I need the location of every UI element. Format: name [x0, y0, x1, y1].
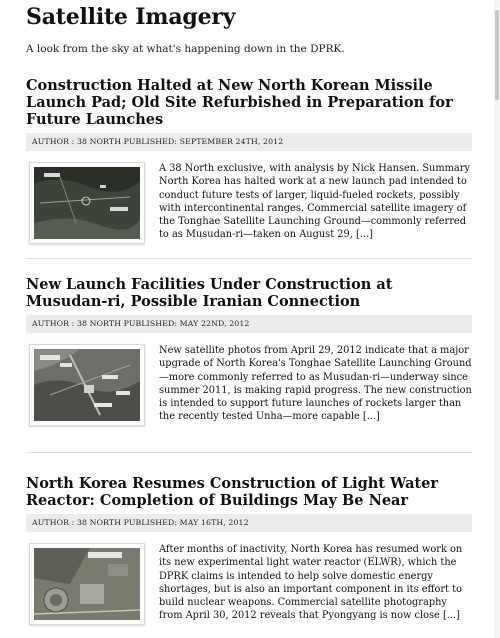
post-title-link[interactable]: New Launch Facilities Under Construction at Musudan-ri, Possible Iranian Connection — [26, 276, 393, 310]
page-title: Satellite Imagery — [26, 4, 236, 30]
post-thumbnail[interactable] — [29, 162, 145, 244]
post-divider — [26, 452, 472, 453]
satellite-photo-icon — [30, 163, 144, 243]
satellite-photo-icon — [30, 345, 144, 425]
satellite-photo-icon — [30, 544, 144, 624]
post-divider — [26, 258, 472, 259]
post-excerpt: New satellite photos from April 29, 2012 indicate that a major upgrade of North Korea's Tonghae Satellite Launching Ground—more commonly referred to as Musudan-ri—underway since summer 2011, is making rapid progress. The new construction is intended to support future launches of rockets larger than the recently tested Unha—more capable [...] — [159, 345, 472, 423]
post-title-link[interactable]: Construction Halted at New North Korean Missile Launch Pad; Old Site Refurbished in Preparation for Future Launches — [26, 77, 453, 128]
post-meta: AUTHOR : 38 NORTH PUBLISHED: MAY 16TH, 2012 — [26, 514, 472, 532]
post-item — [26, 276, 472, 426]
post-thumbnail[interactable] — [29, 543, 145, 625]
post-excerpt: After months of inactivity, North Korea has resumed work on its new experimental light water reactor (ELWR), which the DPRK claims is intended to help solve domestic energy shortages, but is also an important component in its effort to build nuclear weapons. Commercial satellite photography from April 30, 2012 reveals that Pyongyang is now close [...] — [159, 544, 463, 622]
post-meta: AUTHOR : 38 NORTH PUBLISHED: MAY 22ND, 2012 — [26, 315, 472, 333]
vertical-scrollbar[interactable] — [494, 0, 500, 638]
post-item — [26, 77, 472, 244]
post-meta: AUTHOR : 38 NORTH PUBLISHED: SEPTEMBER 24TH, 2012 — [26, 133, 472, 151]
post-thumbnail[interactable] — [29, 344, 145, 426]
page-tagline: A look from the sky at what's happening down in the DPRK. — [26, 43, 345, 55]
post-item — [26, 475, 472, 625]
post-title-link[interactable]: North Korea Resumes Construction of Light Water Reactor: Completion of Buildings May Be Near — [26, 475, 439, 509]
scrollbar-thumb[interactable] — [495, 10, 499, 100]
post-excerpt: A 38 North exclusive, with analysis by Nick Hansen. Summary North Korea has halted work at a new launch pad intended to conduct future tests of larger, liquid-fueled rockets, possibly with intercontinental ranges. Commercial satellite imagery of the Tonghae Satellite Launching Ground—commonly referred to as Musudan-ri—taken on August 29, [...] — [159, 163, 470, 241]
